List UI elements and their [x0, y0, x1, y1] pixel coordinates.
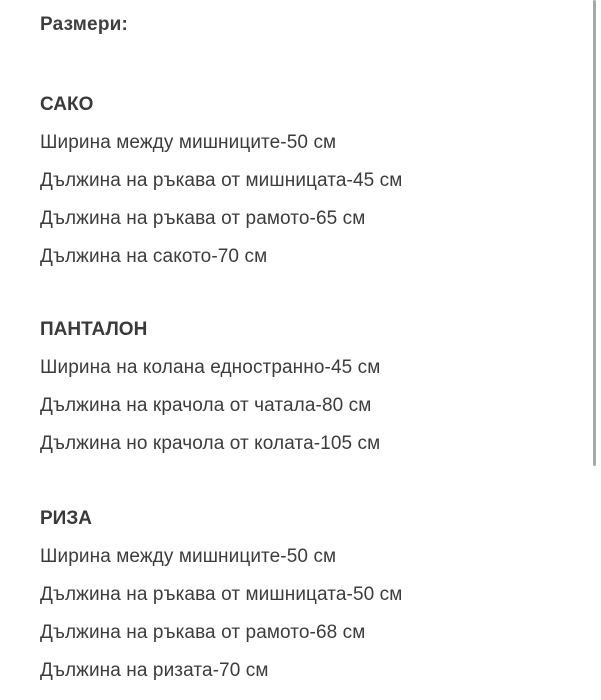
section-trousers [40, 311, 380, 463]
section-heading: САКО [40, 94, 94, 115]
section-heading: ПАНТАЛОН [40, 319, 148, 340]
measurement-line: Дължина на ръкава от рамото-68 см [40, 622, 366, 643]
section-jacket [40, 86, 402, 276]
measurement-line: Дължина на ризата-70 см [40, 660, 269, 681]
measurement-line: Дължина на ръкава от мишницата-50 см [40, 584, 403, 605]
section-heading: РИЗА [40, 508, 92, 529]
section-shirt [40, 500, 402, 690]
measurement-line: Дължина на ръкава от рамото-65 см [40, 208, 366, 229]
measurement-line: Дължина на ръкава от мишницата-45 см [40, 170, 403, 191]
page-title: Размери: [40, 14, 129, 35]
measurement-line: Дължина на крачола от чатала-80 см [40, 395, 372, 416]
measurement-line: Ширина между мишниците-50 см [40, 132, 337, 153]
vertical-scrollbar[interactable] [593, 0, 596, 466]
measurement-line: Ширина на колана едностранно-45 см [40, 357, 381, 378]
measurement-line: Дължина но крачола от колата-105 см [40, 433, 381, 454]
measurement-line: Ширина между мишниците-50 см [40, 546, 337, 567]
measurement-line: Дължина на сакото-70 см [40, 246, 268, 267]
